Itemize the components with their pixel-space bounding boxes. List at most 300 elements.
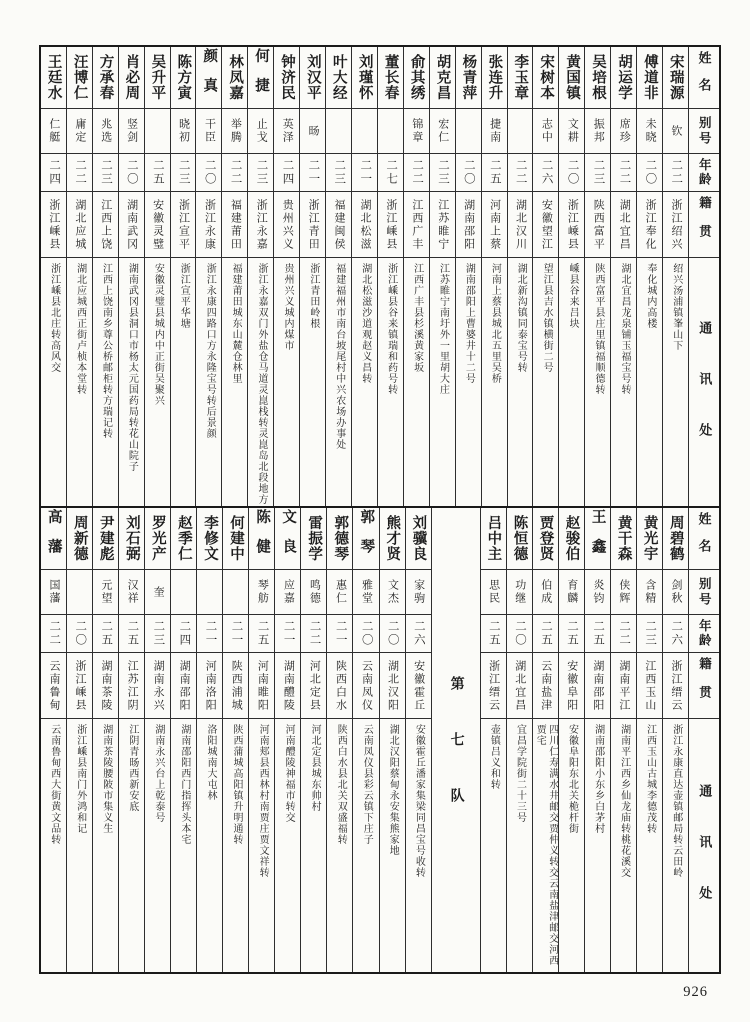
entry-alias	[533, 109, 558, 154]
entry-native-text: 浙江奉化	[644, 198, 657, 251]
entry-address	[222, 258, 247, 506]
entry-address	[637, 719, 662, 972]
header-age	[689, 154, 719, 192]
entry-native	[585, 192, 610, 258]
entry-alias	[456, 109, 481, 154]
entry-alias-text: 宏仁	[436, 118, 449, 144]
entry-name	[482, 47, 507, 109]
entry-alias-text: 琴舫	[256, 579, 269, 605]
entry-age	[119, 154, 144, 192]
entry-name-text: 高藩	[45, 509, 62, 568]
entry-alias-text: 汉祥	[126, 579, 139, 605]
entry-address-text: 湖北宜昌龙泉铺玉福宝号转	[618, 263, 630, 395]
entry-age-text: 二三	[333, 159, 346, 186]
entry-address	[404, 258, 429, 506]
entry-address-text: 嵊县谷来吕块	[567, 263, 579, 329]
entry-name	[249, 508, 274, 570]
entry-alias	[482, 109, 507, 154]
entry-age-text: 二〇	[462, 159, 475, 186]
entry-alias-text: 功继	[513, 579, 526, 605]
entry-name-text: 郭琴	[358, 509, 375, 568]
team-divider-column	[431, 508, 480, 972]
entry-name	[533, 508, 558, 570]
entry-address	[456, 258, 481, 506]
entry-alias	[249, 570, 274, 615]
entry-alias	[119, 109, 144, 154]
entry-name	[380, 508, 405, 570]
person-column	[377, 47, 403, 506]
entry-name-text: 文良	[280, 509, 297, 568]
entry-age	[93, 154, 118, 192]
entry-address	[482, 258, 507, 506]
entry-name	[559, 508, 584, 570]
entry-age-text: 二一	[307, 159, 320, 186]
entry-name	[301, 508, 326, 570]
entry-alias	[41, 570, 66, 615]
entry-alias	[197, 570, 222, 615]
entry-alias	[223, 570, 248, 615]
entry-alias	[222, 109, 247, 154]
entry-native	[248, 192, 273, 258]
person-column	[247, 47, 273, 506]
entry-age-text: 二七	[385, 159, 398, 186]
entry-age	[508, 154, 533, 192]
entry-native-text: 湖南邵阳	[462, 198, 475, 251]
entry-native	[533, 653, 558, 719]
entry-name-text: 叶大经	[330, 54, 347, 101]
entry-address-text: 宜昌学院街二十三号	[514, 724, 526, 823]
entry-address-text: 江苏睢宁南圩外一里胡大庄	[437, 263, 449, 395]
entry-age-text: 二一	[230, 620, 243, 647]
entry-alias-text: 旸	[307, 124, 320, 138]
entry-native	[93, 653, 118, 719]
entry-name-text: 王廷水	[45, 54, 62, 101]
entry-name	[93, 508, 118, 570]
entry-native-text: 江西玉山	[643, 659, 656, 712]
entry-alias	[611, 570, 636, 615]
entry-address	[380, 719, 405, 972]
entry-name-text: 赵骏伯	[563, 515, 580, 562]
entry-address-text: 绍兴汤浦镇峯山下	[670, 263, 682, 351]
entry-alias-text: 元望	[100, 579, 113, 605]
entry-native	[559, 653, 584, 719]
entry-age-text: 二二	[514, 159, 527, 186]
entry-name	[171, 47, 196, 109]
header-age-label: 年龄	[697, 619, 712, 648]
entry-alias	[145, 570, 170, 615]
entry-name	[353, 508, 378, 570]
entry-age	[196, 154, 221, 192]
entry-native	[559, 192, 584, 258]
entry-name-text: 颜真	[201, 48, 218, 107]
entry-address	[611, 719, 636, 972]
person-column	[300, 508, 326, 972]
person-column	[610, 47, 636, 506]
entry-native	[406, 653, 431, 719]
entry-address	[197, 719, 222, 972]
entry-name	[585, 508, 610, 570]
entry-alias	[663, 570, 688, 615]
person-column	[66, 47, 92, 506]
entry-name	[197, 508, 222, 570]
entry-name-text: 刘瑾怀	[356, 54, 373, 101]
entry-native-text: 湖北汉阳	[386, 659, 399, 712]
entry-name	[300, 47, 325, 109]
entry-name	[222, 47, 247, 109]
entry-alias	[611, 109, 636, 154]
entry-alias-text: 含精	[643, 579, 656, 605]
entry-name	[223, 508, 248, 570]
person-column	[532, 508, 558, 972]
entry-name-text: 陈方寅	[175, 54, 192, 101]
entry-age-text: 二三	[177, 159, 190, 186]
entry-native	[300, 192, 325, 258]
entry-age	[533, 615, 558, 653]
entry-alias	[41, 109, 66, 154]
entry-age-text: 二三	[255, 159, 268, 186]
header-alias-label: 别号	[697, 576, 712, 608]
person-column	[118, 508, 144, 972]
entry-name	[248, 47, 273, 109]
person-column	[662, 508, 688, 972]
entry-alias-text: 锦章	[410, 118, 423, 144]
entry-native	[533, 192, 558, 258]
entry-alias	[637, 570, 662, 615]
person-column	[299, 47, 325, 506]
entry-name	[611, 47, 636, 109]
entry-address	[352, 258, 377, 506]
entry-age	[430, 154, 455, 192]
entry-name	[274, 47, 299, 109]
entry-native	[223, 653, 248, 719]
header-address	[689, 719, 719, 972]
entry-name-text: 罗光产	[149, 515, 166, 562]
entry-address	[327, 719, 352, 972]
entry-native-text: 安徽霍丘	[412, 659, 425, 712]
entry-alias	[275, 570, 300, 615]
entry-age	[663, 154, 688, 192]
entry-address	[275, 719, 300, 972]
person-column	[584, 508, 610, 972]
entry-age	[145, 615, 170, 653]
entry-alias	[93, 109, 118, 154]
entry-native	[197, 653, 222, 719]
entry-native-text: 云南鲁甸	[47, 659, 60, 712]
entry-address-text: 河北定县城东帅村	[309, 724, 321, 812]
entry-native	[301, 653, 326, 719]
person-column	[584, 47, 610, 506]
entry-native-text: 贵州兴义	[281, 198, 294, 251]
entry-name	[663, 47, 688, 109]
entry-native	[119, 192, 144, 258]
entry-address-text: 湖南邵阳西门指挥头本宅	[178, 724, 190, 845]
entry-name	[404, 47, 429, 109]
entry-name	[93, 47, 118, 109]
entry-native	[380, 653, 405, 719]
entry-alias-text: 伯成	[539, 579, 552, 605]
entry-native-text: 江苏江阴	[126, 659, 139, 712]
entry-address	[93, 719, 118, 972]
entry-name-text: 赵季仁	[175, 515, 192, 562]
entry-age	[481, 615, 506, 653]
person-column	[636, 47, 662, 506]
entry-age	[119, 615, 144, 653]
entry-alias	[67, 570, 92, 615]
entry-name-text: 雷振学	[306, 515, 323, 562]
entry-age	[507, 615, 532, 653]
entry-name-text: 贾登贤	[537, 515, 554, 562]
entry-address-text: 浙江宣平华塘	[178, 263, 190, 329]
entry-alias	[301, 570, 326, 615]
entry-address	[507, 719, 532, 972]
entry-name-text: 胡克昌	[434, 54, 451, 101]
entry-native-text: 河南上蔡	[488, 198, 501, 251]
entry-name-text: 陈健	[254, 509, 271, 568]
entry-address-text: 陕西白水县北关双盛福转	[335, 724, 347, 845]
entry-name-text: 胡运学	[615, 54, 632, 101]
entry-alias-text: 思民	[487, 579, 500, 605]
header-alias	[689, 109, 719, 154]
header-name-label: 姓名	[696, 511, 712, 566]
entry-age-text: 二五	[592, 620, 605, 647]
entry-native	[585, 653, 610, 719]
entry-alias-text: 未晓	[644, 118, 657, 144]
entry-address-text: 湖南永兴台上乾泰号	[152, 724, 164, 823]
entry-alias-text: 庸定	[73, 118, 86, 144]
entry-alias-text: 振邦	[592, 118, 605, 144]
entry-address-text: 四川仁寿满水井邮交贾仲义转交云南盐津邮交河西贾宅	[534, 724, 558, 966]
entry-address-text: 云南凤仪县彩云镇下庄子	[361, 724, 373, 845]
entry-age	[406, 615, 431, 653]
entry-alias	[171, 570, 196, 615]
entry-native-text: 陕西浦城	[230, 659, 243, 712]
entry-age	[93, 615, 118, 653]
person-column	[221, 47, 247, 506]
entry-alias-text: 止戈	[255, 118, 268, 144]
entry-age-text: 二二	[618, 159, 631, 186]
header-age-label: 年龄	[697, 158, 712, 187]
entry-age	[67, 615, 92, 653]
entry-name-text: 刘汉平	[304, 54, 321, 101]
entry-name-text: 黄国镇	[564, 54, 581, 101]
entry-address-text: 浙江青田岭根	[307, 263, 319, 329]
entry-age-text: 二〇	[360, 620, 373, 647]
entry-alias	[663, 109, 688, 154]
entry-age	[353, 615, 378, 653]
entry-address-text: 湖北松滋沙道观赵义昌转	[359, 263, 371, 384]
entry-alias	[145, 109, 170, 154]
entry-native-text: 河南睢阳	[256, 659, 269, 712]
entry-name	[326, 47, 351, 109]
entry-alias-text: 育麟	[565, 579, 578, 605]
entry-alias	[327, 570, 352, 615]
entry-name-text: 董长春	[382, 54, 399, 101]
entry-name-text: 王鑫	[589, 509, 606, 568]
entry-alias-text: 钦	[670, 124, 683, 138]
entry-native	[507, 653, 532, 719]
entry-address-text: 洛阳城南大屯林	[204, 724, 216, 801]
entry-address-text: 湖南茶陵腰陂市集义生	[100, 724, 112, 834]
entry-name-text: 肖必周	[123, 54, 140, 101]
entry-native	[326, 192, 351, 258]
entry-name	[585, 47, 610, 109]
entry-native-text: 湖南醴陵	[282, 659, 295, 712]
entry-alias	[559, 109, 584, 154]
entry-address	[611, 258, 636, 506]
entry-native-text: 江西上饶	[99, 198, 112, 251]
entry-address-text: 壶镇吕义和转	[488, 724, 500, 790]
person-column	[170, 47, 196, 506]
entry-native	[456, 192, 481, 258]
entry-native	[41, 653, 66, 719]
person-column	[352, 508, 378, 972]
entry-alias-text: 文杰	[386, 579, 399, 605]
entry-age	[380, 615, 405, 653]
person-column	[558, 47, 584, 506]
header-name	[689, 47, 719, 109]
entry-alias-text: 侠辉	[617, 579, 630, 605]
entry-alias-text: 家驹	[412, 579, 425, 605]
entry-name	[507, 508, 532, 570]
entry-age-text: 二五	[488, 159, 501, 186]
entry-name	[171, 508, 196, 570]
entry-name	[352, 47, 377, 109]
entry-age-text: 二〇	[513, 620, 526, 647]
entry-age-text: 二一	[359, 159, 372, 186]
entry-age	[274, 154, 299, 192]
entry-alias	[326, 109, 351, 154]
person-column	[92, 508, 118, 972]
entry-age	[197, 615, 222, 653]
entry-alias-text: 炎钧	[591, 579, 604, 605]
entry-name-text: 张连升	[486, 54, 503, 101]
entry-native-text: 陕西白水	[334, 659, 347, 712]
entry-address-text: 福建福州市南台坡尾村中兴农场办事处	[333, 263, 345, 450]
entry-age-text: 二二	[308, 620, 321, 647]
person-column	[480, 508, 506, 972]
entry-alias-text: 鸣德	[308, 579, 321, 605]
entry-address	[353, 719, 378, 972]
entry-alias	[171, 109, 196, 154]
entry-name	[508, 47, 533, 109]
entry-alias	[430, 109, 455, 154]
person-column	[222, 508, 248, 972]
person-column	[379, 508, 405, 972]
entry-address	[406, 719, 431, 972]
person-column	[506, 508, 532, 972]
entry-address-text: 江西玉山古城李德茂转	[644, 724, 656, 834]
entry-native-text: 湖南邵阳	[178, 659, 191, 712]
entry-alias	[559, 570, 584, 615]
entry-address	[663, 719, 688, 972]
entry-age	[327, 615, 352, 653]
entry-address-text: 浙江嵊县南门外鸿和记	[74, 724, 86, 834]
entry-name	[406, 508, 431, 570]
header-address-label: 通讯处	[697, 784, 713, 937]
row-header-column	[688, 47, 719, 506]
entry-age	[222, 154, 247, 192]
person-column	[558, 508, 584, 972]
entry-native	[404, 192, 429, 258]
entry-native-text: 安徽望江	[540, 198, 553, 251]
entry-age-text: 二三	[644, 620, 657, 647]
header-native-label: 籍贯	[697, 657, 712, 714]
entry-age	[145, 154, 170, 192]
entry-alias-text: 国藩	[47, 579, 60, 605]
entry-age-text: 二六	[540, 159, 553, 186]
entry-name-text: 尹建彪	[97, 515, 114, 562]
entry-name-text: 何建中	[228, 515, 245, 562]
entry-native	[145, 653, 170, 719]
entry-native-text: 江西广丰	[410, 198, 423, 251]
entry-alias-text: 奎	[152, 585, 165, 599]
entry-age-text: 二六	[412, 620, 425, 647]
entry-name-text: 汪博仁	[71, 54, 88, 101]
person-column	[170, 508, 196, 972]
header-native-label: 籍贯	[697, 196, 712, 253]
person-column	[41, 508, 66, 972]
entry-native-text: 陕西富平	[592, 198, 605, 251]
entry-age-text: 二一	[204, 620, 217, 647]
entry-address	[119, 258, 144, 506]
entry-name	[327, 508, 352, 570]
entry-native-text: 浙江宣平	[177, 198, 190, 251]
entry-address-text: 湖南邵阳上曹婆井十二号	[463, 263, 475, 384]
entry-alias	[67, 109, 92, 154]
entry-native-text: 湖北宜昌	[513, 659, 526, 712]
entry-address	[326, 258, 351, 506]
entry-name-text: 刘石弼	[123, 515, 140, 562]
entry-age	[223, 615, 248, 653]
entry-alias	[585, 109, 610, 154]
entry-age-text: 二五	[487, 620, 500, 647]
entry-native-text: 江苏睢宁	[436, 198, 449, 251]
entry-address	[119, 719, 144, 972]
entry-alias	[404, 109, 429, 154]
entry-native-text: 福建闽侯	[333, 198, 346, 251]
entry-name-text: 方承春	[97, 54, 114, 101]
entry-alias	[481, 570, 506, 615]
entry-age-text: 二〇	[125, 159, 138, 186]
person-column	[507, 47, 533, 506]
entry-address	[41, 719, 66, 972]
entry-native-text: 浙江缙云	[669, 659, 682, 712]
person-column	[403, 47, 429, 506]
entry-native-text: 湖南永兴	[152, 659, 165, 712]
entry-native	[508, 192, 533, 258]
person-column	[351, 47, 377, 506]
entry-age	[611, 154, 636, 192]
entry-name	[41, 47, 66, 109]
entry-address-text: 安徽灵璧县城内中正街吴聚兴	[152, 263, 164, 406]
person-column	[41, 47, 66, 506]
entry-address-text: 湖南武冈县洞口市杨太元国药局转花山院子	[126, 263, 138, 472]
entry-age-text: 二五	[256, 620, 269, 647]
entry-alias-text: 竖剑	[125, 118, 138, 144]
entry-address	[663, 258, 688, 506]
entry-native	[482, 192, 507, 258]
entry-alias	[196, 109, 221, 154]
entry-alias-text: 英泽	[281, 118, 294, 144]
entry-native	[119, 653, 144, 719]
entry-native-text: 浙江嵊县	[47, 198, 60, 251]
entry-name-text: 吴升平	[149, 54, 166, 101]
entry-age-text: 二三	[592, 159, 605, 186]
entry-native-text: 云南盐津	[539, 659, 552, 712]
entry-address-text: 湖北应城西正街卢桢本堂转	[74, 263, 86, 395]
entry-address-text: 福建莆田城东山麓仓林里	[230, 263, 242, 384]
entry-native	[430, 192, 455, 258]
